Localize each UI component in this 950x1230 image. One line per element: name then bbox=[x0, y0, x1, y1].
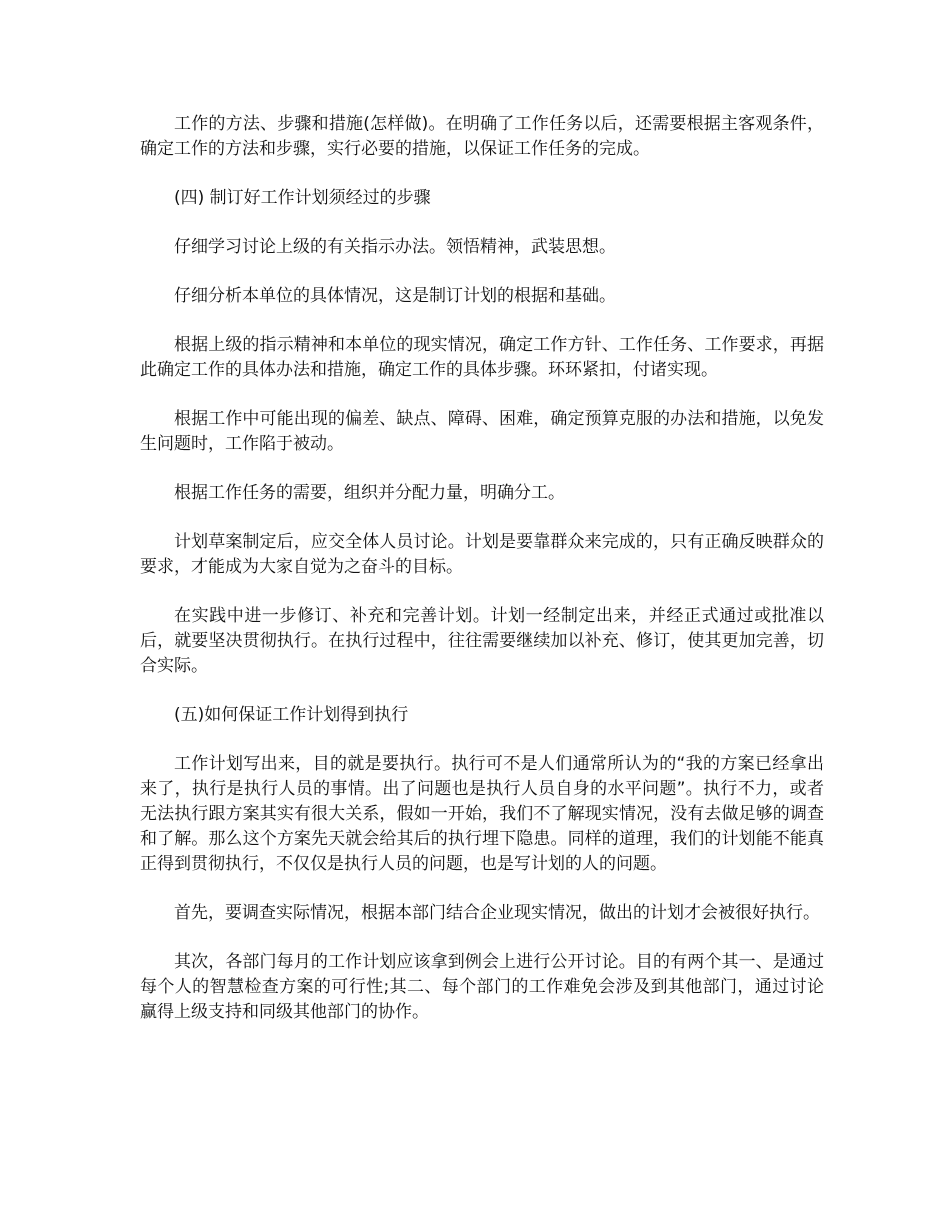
paragraph-discuss: 计划草案制定后，应交全体人员讨论。计划是要靠群众来完成的，只有正确反映群众的要求，才能成为大家自觉为之奋斗的目标。 bbox=[140, 532, 824, 577]
paragraph-second: 其次，各部门每月的工作计划应该拿到例会上进行公开讨论。目的有两个其一、是通过每个人的智慧检查方案的可行性;其二、每个部门的工作难免会涉及到其他部门，通过讨论赢得上级支持和同级其他部门的协作。 bbox=[140, 952, 824, 1022]
section-heading-five: (五)如何保证工作计划得到执行 bbox=[174, 705, 409, 725]
section-heading-four: (四) 制订好工作计划须经过的步骤 bbox=[174, 188, 431, 208]
paragraph-execution: 工作计划写出来，目的就是要执行。执行可不是人们通常所认为的“我的方案已经拿出来了，执行是执行人员的事情。出了问题也是执行人员自身的水平问题”。执行不力，或者无法执行跟方案其实有很大关系，假如一开始，我们不了解现实情况，没有去做足够的调查和了解。那么这个方案先天就会给其后的执行埋下隐患。同样的道理，我们的计划能不能真正得到贯彻执行，不仅仅是执行人员的问题，也是写计划的人的问题。 bbox=[140, 754, 824, 874]
paragraph-analyze: 仔细分析本单位的具体情况，这是制订计划的根据和基础。 bbox=[174, 286, 616, 306]
paragraph-methods: 工作的方法、步骤和措施(怎样做)。在明确了工作任务以后，还需要根据主客观条件，确定工作的方法和步骤，实行必要的措施，以保证工作任务的完成。 bbox=[140, 114, 824, 159]
paragraph-risks: 根据工作中可能出现的偏差、缺点、障碍、困难，确定预算克服的办法和措施，以免发生问题时，工作陷于被动。 bbox=[140, 409, 824, 454]
paragraph-revise: 在实践中进一步修订、补充和完善计划。计划一经制定出来，并经正式通过或批准以后，就要坚决贯彻执行。在执行过程中，往往需要继续加以补充、修订，使其更加完善，切合实际。 bbox=[140, 606, 824, 676]
paragraph-organize: 根据工作任务的需要，组织并分配力量，明确分工。 bbox=[174, 483, 565, 503]
document-body bbox=[140, 112, 824, 1049]
paragraph-study: 仔细学习讨论上级的有关指示办法。领悟精神，武装思想。 bbox=[174, 237, 616, 257]
paragraph-policy: 根据上级的指示精神和本单位的现实情况，确定工作方针、工作任务、工作要求，再据此确定工作的具体办法和措施，确定工作的具体步骤。环环紧扣，付诸实现。 bbox=[140, 335, 824, 380]
paragraph-first: 首先，要调查实际情况，根据本部门结合企业现实情况，做出的计划才会被很好执行。 bbox=[174, 903, 820, 923]
